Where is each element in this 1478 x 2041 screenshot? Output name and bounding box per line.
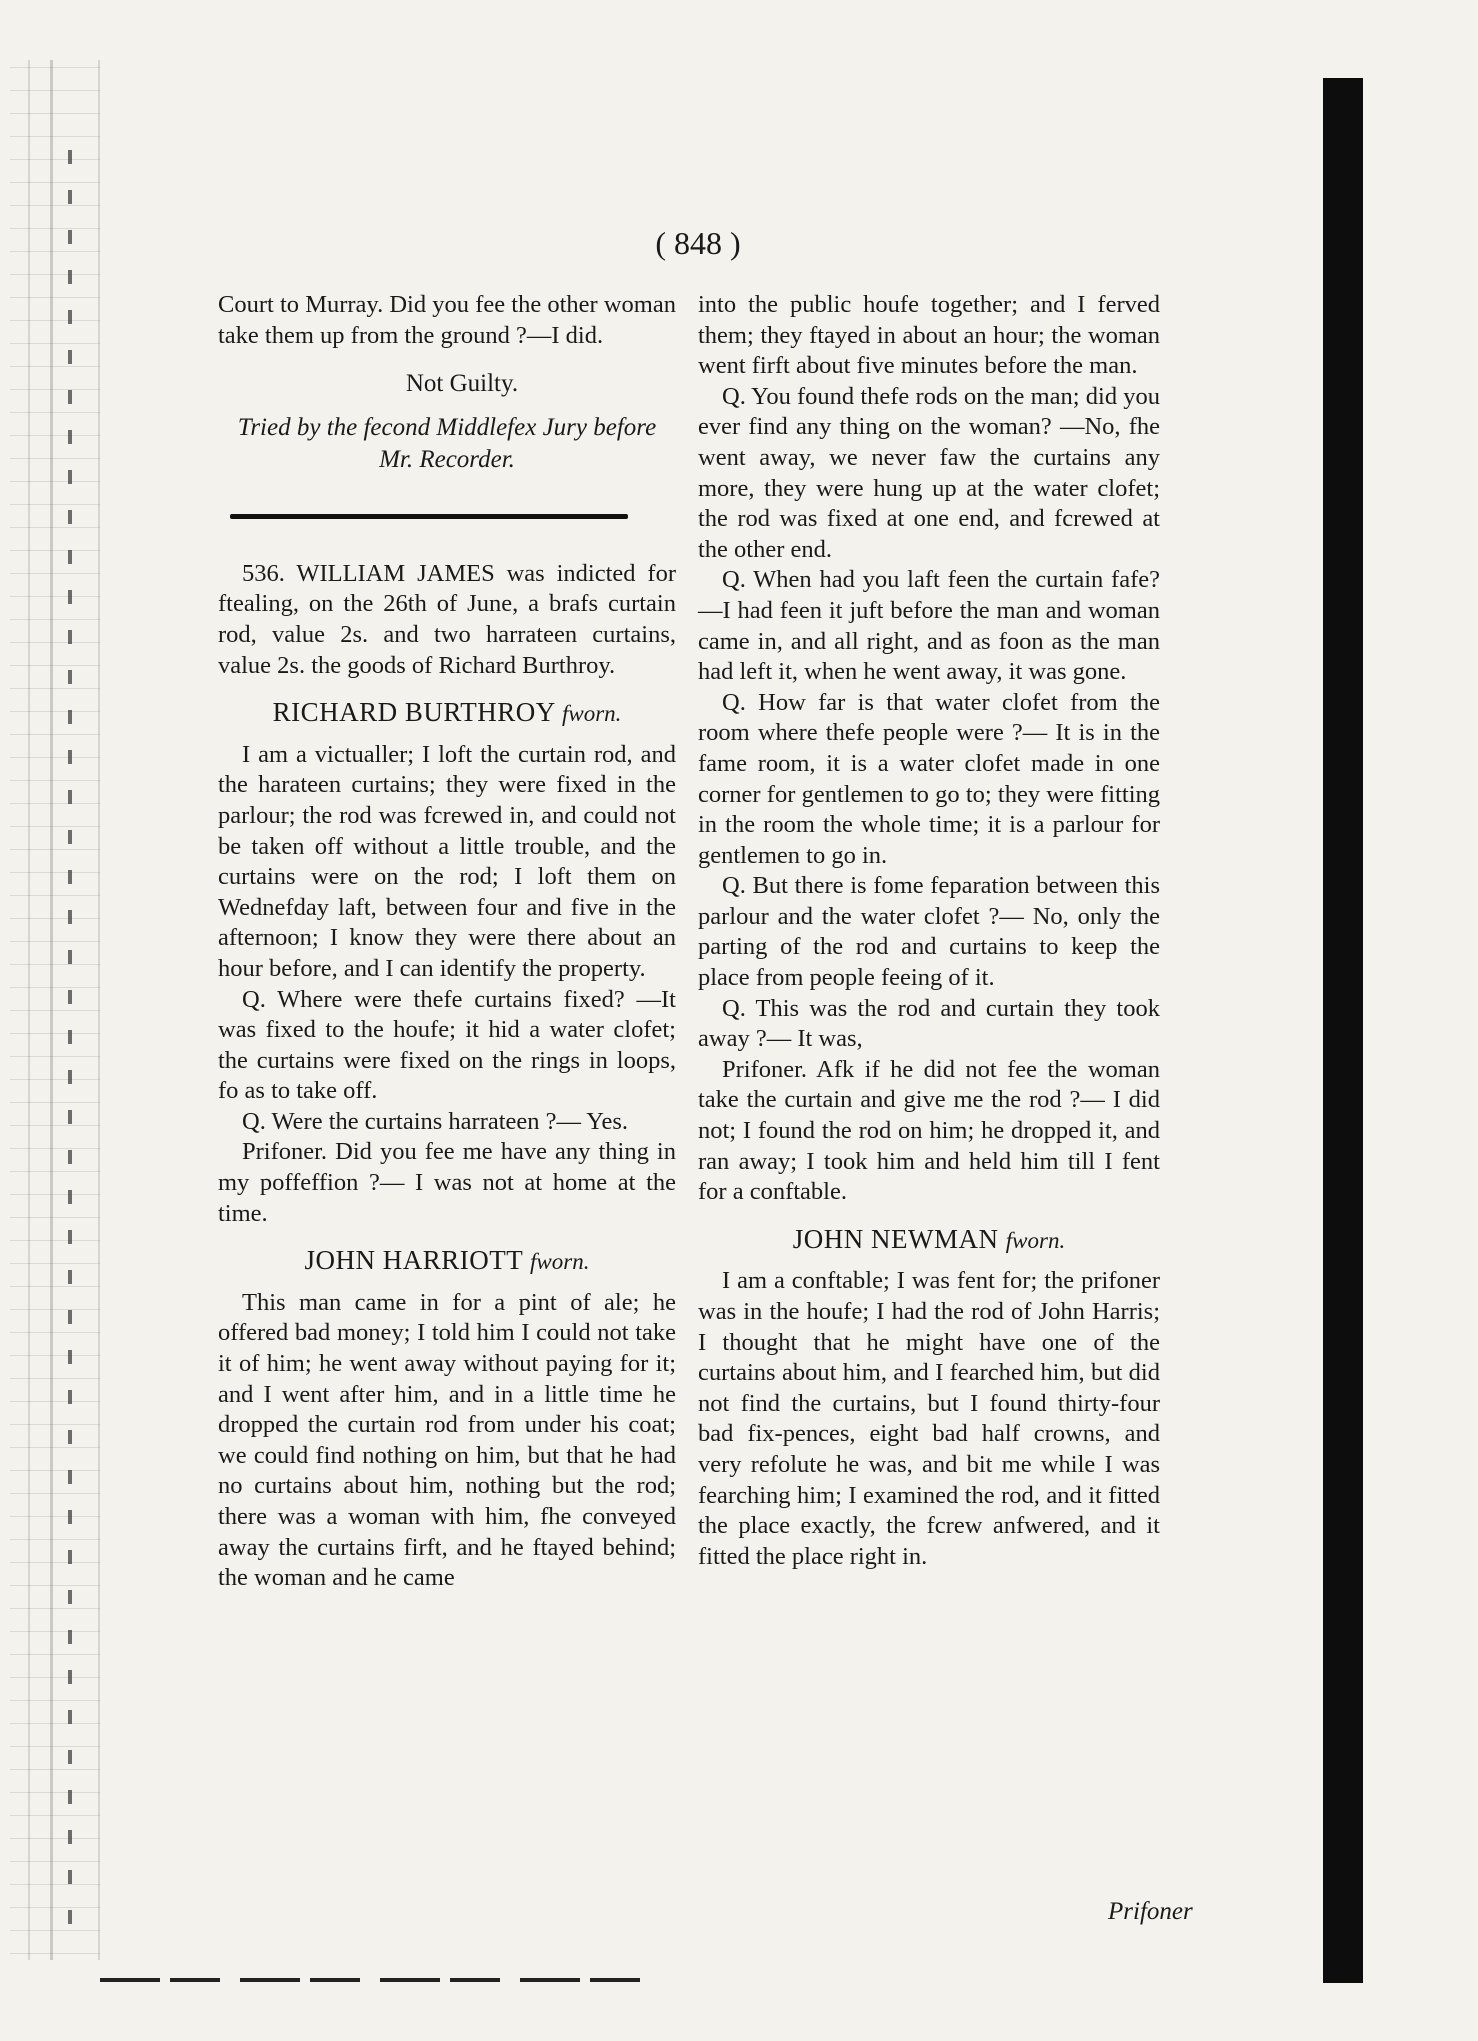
verdict: Not Guilty.	[405, 370, 519, 398]
paragraph: Prifoner. Did you fee me have any thing in my poffeffion ?— I was not at home at the time.	[218, 1138, 676, 1227]
paragraph: Q. You found thefe rods on the man; did you ever find any thing on the woman? —No, fhe went away, we never faw the curtains any more, they were hung up at the water clofet; the rod was fixed at one end, and fcrewed at the other end.	[698, 382, 1160, 563]
scan-edge-bar	[1323, 78, 1363, 1983]
section-divider	[230, 514, 628, 519]
paragraph: Q. But there is fome feparation between this parlour and the water clofet ?— No, only the parting of the rod and curtains to keep the place from people feeing of it.	[698, 872, 1160, 992]
paragraph: Q. When had you laft feen the curtain fafe?—I had feen it juft before the man and woman came in, and all right, and as foon as the man had left it, when he went away, it was gone.	[698, 566, 1160, 686]
witness-name: JOHN NEWMAN	[792, 1223, 999, 1254]
sworn-label: fworn.	[561, 701, 622, 727]
binding-edge-marks	[68, 150, 72, 1930]
paragraph: Q. Were the curtains harrateen ?— Yes.	[242, 1107, 629, 1135]
paragraph: Q. This was the rod and curtain they took away ?— It was,	[698, 994, 1160, 1053]
tried-by-recorder	[218, 444, 676, 476]
catchword: Prifoner	[1108, 1898, 1193, 1925]
paragraph: into the public houfe together; and I ferved them; they ftayed in about an hour; the woman went firft about five minutes before the man.	[698, 291, 1160, 380]
right-column	[698, 290, 1160, 1572]
sworn-label: fworn.	[530, 1249, 590, 1275]
paragraph: I am a victualler; I loft the curtain rod, and the harateen curtains; they were fixed in the parlour; the rod was fcrewed in, and could not be taken off without a little trouble, and the curtains were on the rod; I loft them on Wednefday laft, between four and five in the afternoon; I know they were there about an hour before, and I can identify the property.	[218, 740, 676, 982]
paragraph: Prifoner. Afk if he did not fee the woman take the curtain and give me the rod ?— I did not; I found the rod on him; he dropped it, and ran away; I took him and held him till I fent for a conftable.	[698, 1055, 1160, 1206]
tried-by-line: Tried by the fecond Middlefex Jury before	[237, 413, 657, 441]
paragraph: Q. Where were thefe curtains fixed? —It was fixed to the houfe; it hid a water clofet; the curtains were fixed on the rings in loops, fo as to take off.	[218, 985, 676, 1105]
paragraph: Q. How far is that water clofet from the room where thefe people were ?— It is in the fame room, it is a water clofet made in one corner for gentlemen to go to; they were fitting in the room the whole time; it is a parlour for gentlemen to go in.	[698, 688, 1160, 869]
page-number: ( 848 )	[655, 225, 741, 261]
case-intro: 536. WILLIAM JAMES was indicted for ftealing, on the 26th of June, a brafs curtain rod, value 2s. and two harrateen curtains, value 2s. the goods of Richard Burthroy.	[218, 559, 676, 679]
sworn-label: fworn.	[1005, 1227, 1066, 1253]
witness-heading	[218, 1245, 676, 1278]
paragraph: Court to Murray. Did you fee the other woman take them up from the ground ?—I did.	[218, 291, 676, 349]
witness-heading	[698, 1224, 1160, 1257]
paragraph: I am a conftable; I was fent for; the prifoner was in the houfe; I had the rod of John Harris; I thought that he might have one of the curtains about him, and I fearched him, but did not find the curtains, but I found thirty-four bad fix-pences, eight bad half crowns, and very refolute he was, and bit me while I was fearching him; I examined the rod, and it fitted the place exactly, the fcrew anfwered, and it fitted the place right in.	[698, 1267, 1160, 1570]
witness-name: RICHARD BURTHROY	[272, 697, 555, 728]
recorder-name: Mr. Recorder.	[379, 445, 515, 473]
witness-heading	[218, 697, 676, 730]
witness-name: JOHN HARRIOTT	[304, 1245, 523, 1276]
binding-edge-shadow	[10, 60, 100, 1960]
paragraph: This man came in for a pint of ale; he offered bad money; I told him I could not take it of him; he went away without paying for it; and I went after him, and in a little time he dropped the curtain rod from under his coat; we could find nothing on him, but that he had no curtains about him, nothing but the rod; there was a woman with him, fhe conveyed away the curtains firft, and he ftayed behind; the woman and he came	[218, 1288, 676, 1592]
left-column	[218, 290, 676, 1594]
bottom-scan-rule	[100, 1978, 660, 1982]
